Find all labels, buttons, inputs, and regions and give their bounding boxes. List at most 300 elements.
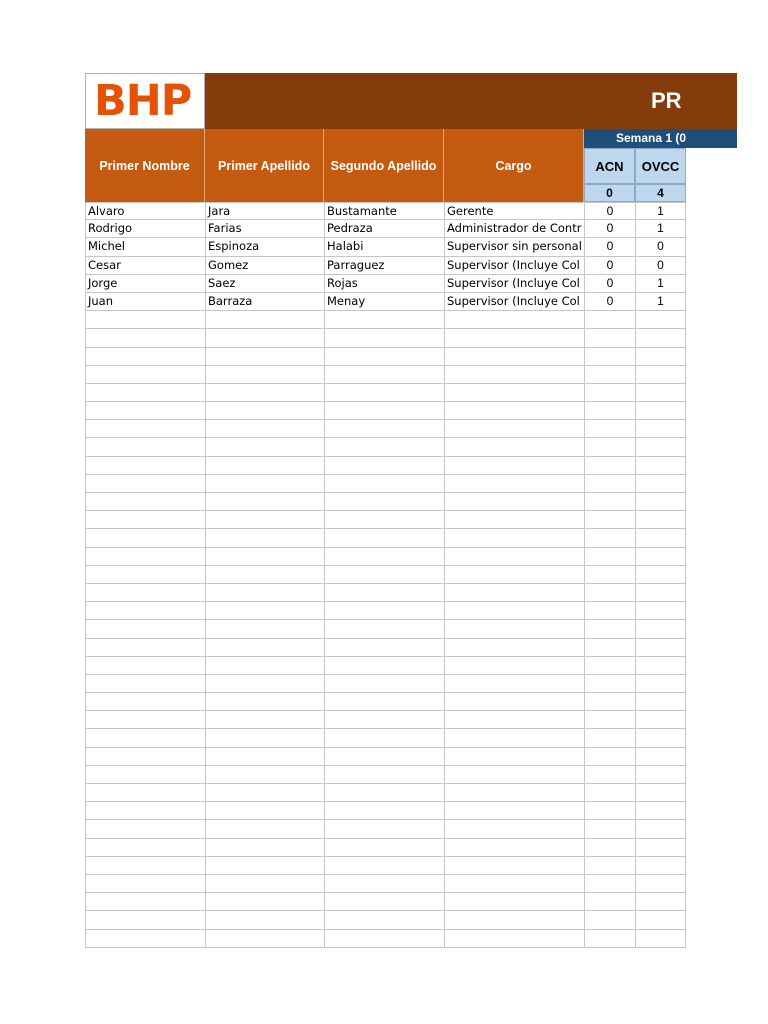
cell-segundo-apellido[interactable]: Pedraza: [324, 220, 444, 237]
cell-acn[interactable]: [584, 511, 635, 528]
cell-segundo-apellido[interactable]: [324, 729, 444, 746]
cell-ovcc[interactable]: [635, 839, 686, 856]
cell-cargo[interactable]: [444, 911, 584, 928]
cell-primer-nombre[interactable]: [85, 529, 205, 546]
cell-primer-nombre[interactable]: [85, 784, 205, 801]
table-row: [85, 584, 686, 602]
cell-primer-nombre[interactable]: Alvaro: [85, 203, 205, 219]
cell-primer-nombre[interactable]: [85, 729, 205, 746]
table-row: [85, 857, 686, 875]
cell-ovcc[interactable]: 1: [635, 275, 686, 292]
table-row: [85, 475, 686, 493]
table-row: [85, 420, 686, 438]
cell-primer-apellido[interactable]: [205, 402, 324, 419]
table-row: [85, 893, 686, 911]
cell-cargo[interactable]: [444, 348, 584, 365]
cell-segundo-apellido[interactable]: [324, 893, 444, 910]
cell-cargo[interactable]: Gerente: [444, 203, 584, 219]
cell-cargo[interactable]: Supervisor sin personal: [444, 238, 584, 255]
cell-ovcc[interactable]: 0: [635, 238, 686, 255]
cell-primer-nombre[interactable]: Juan: [85, 293, 205, 310]
cell-ovcc[interactable]: [635, 729, 686, 746]
cell-primer-apellido[interactable]: [205, 911, 324, 928]
cell-acn[interactable]: [584, 348, 635, 365]
cell-primer-nombre[interactable]: [85, 329, 205, 346]
cell-primer-apellido[interactable]: [205, 820, 324, 837]
ovcc-total[interactable]: 4: [635, 184, 686, 202]
cell-cargo[interactable]: [444, 402, 584, 419]
table-row: [85, 220, 686, 238]
cell-ovcc[interactable]: [635, 693, 686, 710]
logo-cell: [85, 73, 205, 129]
table-row: [85, 820, 686, 838]
cell-cargo[interactable]: Supervisor (Incluye Col: [444, 257, 584, 274]
cell-cargo[interactable]: [444, 675, 584, 692]
title-band: [205, 73, 737, 129]
cell-ovcc[interactable]: [635, 529, 686, 546]
cell-acn[interactable]: [584, 566, 635, 583]
table-row: [85, 657, 686, 675]
cell-segundo-apellido[interactable]: [324, 511, 444, 528]
table-row: [85, 457, 686, 475]
cell-acn[interactable]: 0: [584, 275, 635, 292]
cell-cargo[interactable]: [444, 693, 584, 710]
cell-ovcc[interactable]: [635, 639, 686, 656]
cell-primer-nombre[interactable]: [85, 820, 205, 837]
cell-ovcc[interactable]: [635, 457, 686, 474]
table-row: [85, 348, 686, 366]
cell-acn[interactable]: [584, 329, 635, 346]
cell-primer-nombre[interactable]: [85, 402, 205, 419]
cell-primer-nombre[interactable]: [85, 857, 205, 874]
cell-primer-nombre[interactable]: [85, 748, 205, 765]
table-row: [85, 402, 686, 420]
cell-segundo-apellido[interactable]: [324, 748, 444, 765]
table-row: [85, 766, 686, 784]
table-row: [85, 729, 686, 747]
column-header-cargo[interactable]: Cargo: [444, 129, 584, 202]
cell-segundo-apellido[interactable]: Bustamante: [324, 203, 444, 219]
cell-acn[interactable]: [584, 820, 635, 837]
cell-segundo-apellido[interactable]: [324, 529, 444, 546]
cell-acn[interactable]: [584, 784, 635, 801]
cell-primer-apellido[interactable]: [205, 548, 324, 565]
cell-primer-nombre[interactable]: [85, 348, 205, 365]
cell-primer-nombre[interactable]: [85, 675, 205, 692]
cell-acn[interactable]: [584, 457, 635, 474]
cell-segundo-apellido[interactable]: [324, 475, 444, 492]
cell-segundo-apellido[interactable]: [324, 839, 444, 856]
cell-cargo[interactable]: [444, 584, 584, 601]
cell-primer-nombre[interactable]: [85, 475, 205, 492]
column-header-primer-apellido[interactable]: Primer Apellido: [205, 129, 324, 202]
cell-ovcc[interactable]: [635, 438, 686, 455]
cell-cargo[interactable]: [444, 438, 584, 455]
cell-acn[interactable]: [584, 802, 635, 819]
cell-cargo[interactable]: [444, 839, 584, 856]
cell-acn[interactable]: [584, 729, 635, 746]
cell-primer-apellido[interactable]: [205, 784, 324, 801]
cell-cargo[interactable]: [444, 566, 584, 583]
cell-segundo-apellido[interactable]: [324, 911, 444, 928]
cell-primer-nombre[interactable]: [85, 384, 205, 401]
page-title: PR: [651, 88, 682, 113]
cell-primer-apellido[interactable]: [205, 566, 324, 583]
table-row: [85, 639, 686, 657]
cell-primer-nombre[interactable]: [85, 602, 205, 619]
cell-acn[interactable]: [584, 311, 635, 328]
cell-primer-nombre[interactable]: [85, 548, 205, 565]
cell-ovcc[interactable]: [635, 766, 686, 783]
cell-cargo[interactable]: Supervisor (Incluye Col: [444, 293, 584, 310]
cell-acn[interactable]: [584, 930, 635, 947]
cell-primer-apellido[interactable]: Espinoza: [205, 238, 324, 255]
cell-ovcc[interactable]: [635, 620, 686, 637]
cell-primer-nombre[interactable]: [85, 766, 205, 783]
cell-segundo-apellido[interactable]: [324, 675, 444, 692]
cell-ovcc[interactable]: 1: [635, 293, 686, 310]
cell-segundo-apellido[interactable]: [324, 329, 444, 346]
table-row: [85, 202, 686, 220]
cell-cargo[interactable]: [444, 602, 584, 619]
cell-acn[interactable]: [584, 857, 635, 874]
cell-primer-nombre[interactable]: Jorge: [85, 275, 205, 292]
cell-primer-apellido[interactable]: [205, 420, 324, 437]
cell-segundo-apellido[interactable]: Halabi: [324, 238, 444, 255]
cell-segundo-apellido[interactable]: [324, 311, 444, 328]
cell-ovcc[interactable]: [635, 911, 686, 928]
cell-segundo-apellido[interactable]: [324, 566, 444, 583]
cell-segundo-apellido[interactable]: Menay: [324, 293, 444, 310]
cell-acn[interactable]: [584, 693, 635, 710]
cell-acn[interactable]: [584, 493, 635, 510]
cell-segundo-apellido[interactable]: [324, 784, 444, 801]
cell-acn[interactable]: [584, 711, 635, 728]
cell-cargo[interactable]: [444, 457, 584, 474]
cell-acn[interactable]: 0: [584, 220, 635, 237]
cell-acn[interactable]: 0: [584, 238, 635, 255]
cell-primer-nombre[interactable]: [85, 875, 205, 892]
cell-primer-nombre[interactable]: [85, 438, 205, 455]
cell-cargo[interactable]: [444, 329, 584, 346]
cell-cargo[interactable]: [444, 548, 584, 565]
cell-cargo[interactable]: [444, 729, 584, 746]
cell-primer-nombre[interactable]: [85, 420, 205, 437]
cell-ovcc[interactable]: [635, 857, 686, 874]
table-row: [85, 802, 686, 820]
cell-acn[interactable]: [584, 438, 635, 455]
cell-primer-nombre[interactable]: [85, 893, 205, 910]
cell-primer-apellido[interactable]: [205, 493, 324, 510]
cell-cargo[interactable]: [444, 620, 584, 637]
cell-cargo[interactable]: [444, 930, 584, 947]
cell-segundo-apellido[interactable]: [324, 548, 444, 565]
cell-acn[interactable]: [584, 548, 635, 565]
table-row: [85, 911, 686, 929]
table-row: [85, 693, 686, 711]
cell-ovcc[interactable]: [635, 893, 686, 910]
cell-segundo-apellido[interactable]: [324, 857, 444, 874]
cell-primer-apellido[interactable]: [205, 584, 324, 601]
cell-ovcc[interactable]: 1: [635, 203, 686, 219]
cell-cargo[interactable]: [444, 657, 584, 674]
table-row: [85, 875, 686, 893]
table-row: [85, 438, 686, 456]
cell-primer-nombre[interactable]: [85, 457, 205, 474]
cell-cargo[interactable]: [444, 311, 584, 328]
cell-primer-apellido[interactable]: [205, 930, 324, 947]
cell-acn[interactable]: [584, 875, 635, 892]
cell-cargo[interactable]: [444, 784, 584, 801]
cell-acn[interactable]: [584, 657, 635, 674]
cell-cargo[interactable]: Administrador de Contr: [444, 220, 584, 237]
cell-primer-apellido[interactable]: Barraza: [205, 293, 324, 310]
cell-primer-apellido[interactable]: [205, 457, 324, 474]
cell-segundo-apellido[interactable]: [324, 639, 444, 656]
table-row: [85, 675, 686, 693]
cell-cargo[interactable]: [444, 384, 584, 401]
cell-acn[interactable]: [584, 420, 635, 437]
table-row: [85, 493, 686, 511]
cell-segundo-apellido[interactable]: [324, 693, 444, 710]
cell-primer-apellido[interactable]: [205, 748, 324, 765]
cell-primer-apellido[interactable]: [205, 802, 324, 819]
table-row: [85, 257, 686, 275]
table-row: [85, 748, 686, 766]
cell-segundo-apellido[interactable]: Rojas: [324, 275, 444, 292]
cell-acn[interactable]: [584, 529, 635, 546]
column-header-acn[interactable]: ACN: [584, 148, 635, 184]
cell-segundo-apellido[interactable]: [324, 711, 444, 728]
table-row: [85, 293, 686, 311]
cell-segundo-apellido[interactable]: [324, 584, 444, 601]
cell-primer-apellido[interactable]: [205, 384, 324, 401]
cell-primer-apellido[interactable]: Farias: [205, 220, 324, 237]
cell-primer-nombre[interactable]: Cesar: [85, 257, 205, 274]
cell-ovcc[interactable]: [635, 748, 686, 765]
cell-ovcc[interactable]: [635, 875, 686, 892]
cell-primer-nombre[interactable]: [85, 311, 205, 328]
cell-cargo[interactable]: [444, 875, 584, 892]
cell-primer-apellido[interactable]: [205, 348, 324, 365]
week-header[interactable]: Semana 1 (0: [584, 129, 737, 148]
cell-ovcc[interactable]: [635, 930, 686, 947]
cell-primer-nombre[interactable]: [85, 366, 205, 383]
cell-cargo[interactable]: [444, 893, 584, 910]
cell-segundo-apellido[interactable]: [324, 620, 444, 637]
cell-ovcc[interactable]: [635, 420, 686, 437]
cell-primer-nombre[interactable]: [85, 584, 205, 601]
cell-primer-apellido[interactable]: [205, 620, 324, 637]
cell-segundo-apellido[interactable]: Parraguez: [324, 257, 444, 274]
cell-segundo-apellido[interactable]: [324, 802, 444, 819]
cell-segundo-apellido[interactable]: [324, 420, 444, 437]
cell-acn[interactable]: [584, 911, 635, 928]
table-row: [85, 548, 686, 566]
cell-primer-apellido[interactable]: [205, 729, 324, 746]
table-row: [85, 930, 686, 948]
cell-ovcc[interactable]: [635, 657, 686, 674]
cell-primer-nombre[interactable]: [85, 566, 205, 583]
cell-cargo[interactable]: [444, 857, 584, 874]
cell-ovcc[interactable]: [635, 493, 686, 510]
cell-acn[interactable]: [584, 893, 635, 910]
cell-primer-apellido[interactable]: [205, 766, 324, 783]
cell-primer-nombre[interactable]: [85, 693, 205, 710]
cell-acn[interactable]: [584, 766, 635, 783]
cell-primer-apellido[interactable]: [205, 639, 324, 656]
cell-primer-apellido[interactable]: [205, 329, 324, 346]
cell-ovcc[interactable]: [635, 566, 686, 583]
cell-primer-apellido[interactable]: [205, 657, 324, 674]
cell-segundo-apellido[interactable]: [324, 457, 444, 474]
cell-cargo[interactable]: [444, 366, 584, 383]
cell-cargo[interactable]: [444, 420, 584, 437]
cell-primer-nombre[interactable]: [85, 657, 205, 674]
cell-ovcc[interactable]: [635, 584, 686, 601]
cell-primer-apellido[interactable]: Saez: [205, 275, 324, 292]
cell-primer-apellido[interactable]: [205, 511, 324, 528]
table-row: [85, 602, 686, 620]
cell-segundo-apellido[interactable]: [324, 820, 444, 837]
cell-primer-nombre[interactable]: [85, 930, 205, 947]
cell-cargo[interactable]: [444, 820, 584, 837]
table-row: [85, 566, 686, 584]
cell-primer-nombre[interactable]: [85, 511, 205, 528]
cell-segundo-apellido[interactable]: [324, 366, 444, 383]
cell-primer-apellido[interactable]: [205, 438, 324, 455]
cell-primer-apellido[interactable]: [205, 711, 324, 728]
cell-primer-apellido[interactable]: [205, 675, 324, 692]
bhp-logo: BHP: [94, 75, 192, 126]
cell-acn[interactable]: [584, 602, 635, 619]
cell-acn[interactable]: 0: [584, 293, 635, 310]
cell-primer-apellido[interactable]: [205, 602, 324, 619]
cell-cargo[interactable]: [444, 639, 584, 656]
cell-primer-nombre[interactable]: [85, 620, 205, 637]
cell-primer-apellido[interactable]: [205, 311, 324, 328]
cell-segundo-apellido[interactable]: [324, 384, 444, 401]
cell-cargo[interactable]: [444, 766, 584, 783]
cell-primer-apellido[interactable]: [205, 839, 324, 856]
cell-segundo-apellido[interactable]: [324, 402, 444, 419]
cell-acn[interactable]: [584, 620, 635, 637]
cell-primer-nombre[interactable]: [85, 839, 205, 856]
cell-cargo[interactable]: [444, 511, 584, 528]
cell-primer-nombre[interactable]: [85, 639, 205, 656]
cell-acn[interactable]: [584, 584, 635, 601]
cell-primer-nombre[interactable]: [85, 493, 205, 510]
table-row: [85, 839, 686, 857]
cell-acn[interactable]: [584, 748, 635, 765]
table-row: [85, 784, 686, 802]
table-row: [85, 238, 686, 256]
cell-acn[interactable]: [584, 639, 635, 656]
cell-ovcc[interactable]: [635, 511, 686, 528]
table-row: [85, 529, 686, 547]
cell-primer-apellido[interactable]: [205, 857, 324, 874]
cell-primer-apellido[interactable]: Jara: [205, 203, 324, 219]
cell-ovcc[interactable]: [635, 348, 686, 365]
cell-primer-apellido[interactable]: [205, 893, 324, 910]
cell-ovcc[interactable]: [635, 711, 686, 728]
cell-ovcc[interactable]: 1: [635, 220, 686, 237]
cell-cargo[interactable]: [444, 475, 584, 492]
cell-primer-nombre[interactable]: [85, 802, 205, 819]
column-header-ovcc[interactable]: OVCC: [635, 148, 686, 184]
cell-cargo[interactable]: [444, 802, 584, 819]
cell-cargo[interactable]: [444, 529, 584, 546]
cell-acn[interactable]: [584, 839, 635, 856]
column-header-primer-nombre[interactable]: Primer Nombre: [85, 129, 205, 202]
cell-primer-nombre[interactable]: [85, 911, 205, 928]
cell-acn[interactable]: [584, 402, 635, 419]
cell-primer-apellido[interactable]: [205, 366, 324, 383]
table-body: [85, 202, 686, 948]
cell-ovcc[interactable]: [635, 366, 686, 383]
cell-segundo-apellido[interactable]: [324, 348, 444, 365]
cell-ovcc[interactable]: [635, 784, 686, 801]
cell-ovcc[interactable]: [635, 384, 686, 401]
table-row: [85, 384, 686, 402]
cell-segundo-apellido[interactable]: [324, 930, 444, 947]
table-row: [85, 620, 686, 638]
cell-ovcc[interactable]: [635, 820, 686, 837]
cell-acn[interactable]: 0: [584, 257, 635, 274]
cell-ovcc[interactable]: [635, 802, 686, 819]
cell-segundo-apellido[interactable]: [324, 657, 444, 674]
cell-segundo-apellido[interactable]: [324, 438, 444, 455]
cell-ovcc[interactable]: [635, 475, 686, 492]
table-row: [85, 311, 686, 329]
cell-ovcc[interactable]: [635, 548, 686, 565]
cell-primer-nombre[interactable]: [85, 711, 205, 728]
cell-ovcc[interactable]: [635, 675, 686, 692]
table-row: [85, 275, 686, 293]
table-row: [85, 511, 686, 529]
cell-segundo-apellido[interactable]: [324, 602, 444, 619]
cell-ovcc[interactable]: [635, 602, 686, 619]
column-header-segundo-apellido[interactable]: Segundo Apellido: [324, 129, 444, 202]
cell-ovcc[interactable]: [635, 329, 686, 346]
acn-total[interactable]: 0: [584, 184, 635, 202]
cell-primer-nombre[interactable]: Michel: [85, 238, 205, 255]
cell-acn[interactable]: [584, 475, 635, 492]
cell-primer-apellido[interactable]: [205, 529, 324, 546]
cell-primer-apellido[interactable]: [205, 475, 324, 492]
cell-primer-apellido[interactable]: Gomez: [205, 257, 324, 274]
cell-segundo-apellido[interactable]: [324, 875, 444, 892]
cell-ovcc[interactable]: [635, 311, 686, 328]
cell-acn[interactable]: [584, 675, 635, 692]
cell-cargo[interactable]: Supervisor (Incluye Col: [444, 275, 584, 292]
cell-primer-nombre[interactable]: Rodrigo: [85, 220, 205, 237]
cell-ovcc[interactable]: [635, 402, 686, 419]
cell-primer-apellido[interactable]: [205, 693, 324, 710]
cell-cargo[interactable]: [444, 748, 584, 765]
cell-acn[interactable]: [584, 366, 635, 383]
cell-segundo-apellido[interactable]: [324, 766, 444, 783]
cell-cargo[interactable]: [444, 711, 584, 728]
table-row: [85, 329, 686, 347]
cell-acn[interactable]: 0: [584, 203, 635, 219]
cell-ovcc[interactable]: 0: [635, 257, 686, 274]
table-row: [85, 711, 686, 729]
cell-acn[interactable]: [584, 384, 635, 401]
cell-cargo[interactable]: [444, 493, 584, 510]
cell-primer-apellido[interactable]: [205, 875, 324, 892]
cell-segundo-apellido[interactable]: [324, 493, 444, 510]
